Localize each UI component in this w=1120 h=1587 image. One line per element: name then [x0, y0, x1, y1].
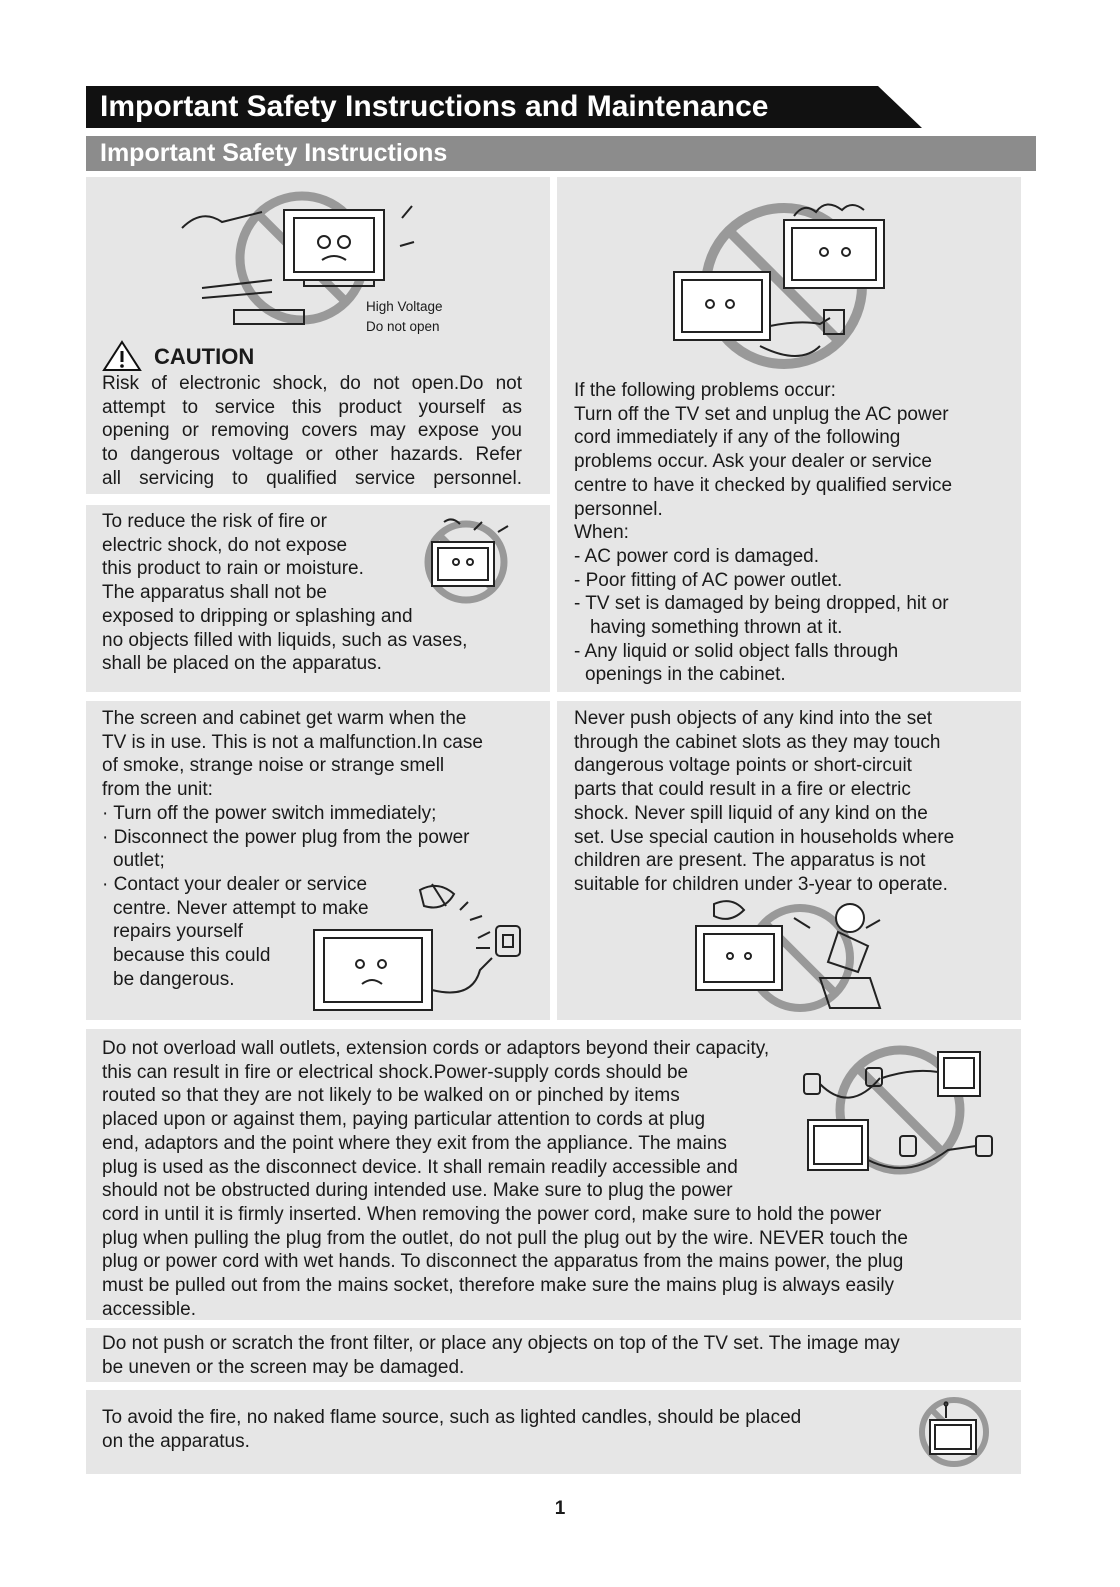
caution-line: Risk of electronic shock, do not open.Do not: [102, 373, 522, 394]
problems-line: centre to have it checked by qualified service: [574, 474, 953, 496]
overload-line: this can result in fire or electrical shock.Power-supply cords should be: [102, 1061, 689, 1083]
overload-line: plug when pulling the plug from the outlet, do not pull the plug out by the wire. NEVER touch the: [102, 1227, 908, 1249]
filter-line: be uneven or the screen may be damaged.: [102, 1356, 465, 1378]
warm-line: TV is in use. This is not a malfunction.In case: [102, 731, 483, 753]
problems-list-item: - Any liquid or solid object falls through: [574, 640, 899, 662]
overload-line: cord in until it is firmly inserted. When removing the power cord, make sure to hold the power: [102, 1203, 882, 1225]
warm-list-item-cont: repairs yourself: [113, 921, 243, 943]
warm-list-item: · Contact your dealer or service: [102, 873, 368, 895]
warm-line: from the unit:: [102, 779, 213, 801]
warm-list-item-cont: because this could: [113, 945, 271, 967]
warm-list-item-cont: outlet;: [113, 850, 165, 872]
hv-label-1: High Voltage: [366, 299, 443, 314]
candle-tv-illustration: [916, 1396, 992, 1468]
moisture-line: exposed to dripping or splashing and: [102, 605, 413, 627]
caution-text: [102, 372, 522, 491]
overload-line: Do not overload wall outlets, extension cords or adaptors beyond their capacity,: [102, 1038, 770, 1059]
warm-line: The screen and cabinet get warm when the: [102, 708, 467, 729]
moisture-line: this product to rain or moisture.: [102, 558, 364, 580]
problems-list-item-cont: openings in the cabinet.: [585, 664, 786, 686]
flame-line: To avoid the fire, no naked flame source, such as lighted candles, should be placed: [102, 1407, 802, 1428]
moisture-text: [102, 510, 532, 676]
filter-line: Do not push or scratch the front filter, or place any objects on top of the TV set. The image may: [102, 1333, 900, 1354]
warm-list-item-cont: centre. Never attempt to make: [113, 897, 369, 919]
warm-list-item: · Turn off the power switch immediately;: [102, 802, 437, 824]
moisture-line: To reduce the risk of fire or: [102, 511, 327, 532]
overload-line: should not be obstructed during intended use. Make sure to plug the power: [102, 1180, 733, 1202]
overload-line: accessible.: [102, 1298, 196, 1320]
caution-line: opening or removing covers may expose you: [102, 420, 522, 442]
objects-line: set. Use special caution in households where: [574, 826, 955, 848]
warning-triangle-icon: [102, 340, 142, 372]
moisture-line: no objects filled with liquids, such as vases,: [102, 629, 468, 651]
child-tv-illustration: [690, 898, 890, 1014]
moisture-line: shall be placed on the apparatus.: [102, 653, 382, 675]
objects-line: suitable for children under 3-year to operate.: [574, 873, 948, 895]
overload-line: placed upon or against them, paying particular attention to cords at plug: [102, 1109, 706, 1131]
flame-text: [102, 1406, 902, 1453]
problems-list-item: - AC power cord is damaged.: [574, 545, 820, 567]
warm-line: of smoke, strange noise or strange smell: [102, 755, 445, 777]
problems-line: Turn off the TV set and unplug the AC power: [574, 403, 949, 425]
overload-line: routed so that they are not likely to be walked on or pinched by items: [102, 1085, 680, 1107]
caution-line: attempt to service this product yourself as: [102, 396, 522, 418]
problems-line: problems occur. Ask your dealer or service: [574, 451, 932, 473]
objects-line: dangerous voltage points or short-circuit: [574, 755, 912, 777]
problems-list-item: - Poor fitting of AC power outlet.: [574, 569, 843, 591]
caution-line: to dangerous voltage or other hazards. Refer: [102, 444, 522, 466]
section-title: Important Safety Instructions: [100, 139, 448, 167]
page-number: 1: [554, 1498, 566, 1519]
damaged-tv-illustration: [664, 186, 924, 372]
overload-line: end, adaptors and the point where they exit from the appliance. The mains: [102, 1132, 727, 1154]
warm-text: [102, 707, 542, 991]
overload-line: plug is used as the disconnect device. It shall remain readily accessible and: [102, 1156, 738, 1178]
problems-line: personnel.: [574, 498, 663, 520]
warm-list-item: · Disconnect the power plug from the power: [102, 826, 470, 848]
objects-line: parts that could result in a fire or electric: [574, 779, 911, 801]
objects-line: Never push objects of any kind into the set: [574, 708, 933, 729]
title-banner: [86, 86, 922, 128]
objects-line: shock. Never spill liquid of any kind on the: [574, 802, 928, 824]
caution-line: all servicing to qualified service personnel.: [102, 467, 522, 489]
overload-text: [102, 1037, 1012, 1321]
hv-label-2: Do not open: [366, 319, 440, 334]
overload-line: must be pulled out from the mains socket, therefore make sure the mains plug is always easily: [102, 1275, 895, 1297]
moisture-line: The apparatus shall not be: [102, 582, 327, 604]
page-title: Important Safety Instructions and Maintenance: [100, 90, 769, 123]
filter-text: [102, 1332, 1012, 1379]
objects-line: through the cabinet slots as they may touch: [574, 731, 941, 753]
caution-label: CAUTION: [154, 344, 255, 369]
problems-line: If the following problems occur:: [574, 380, 836, 401]
overload-line: plug or power cord with wet hands. To disconnect the apparatus from the mains power, the plug: [102, 1251, 904, 1273]
moisture-line: electric shock, do not expose: [102, 534, 348, 556]
problems-line: When:: [574, 522, 629, 544]
flame-line: on the apparatus.: [102, 1430, 250, 1452]
problems-list-item-cont: having something thrown at it.: [590, 617, 843, 639]
problems-list-item: - TV set is damaged by being dropped, hit or: [574, 593, 949, 615]
problems-line: cord immediately if any of the following: [574, 427, 901, 449]
objects-text: [574, 707, 1014, 897]
objects-line: children are present. The apparatus is not: [574, 850, 926, 872]
problems-text: [574, 379, 1014, 687]
section-header-bar: [86, 136, 1036, 171]
warm-list-item-cont: be dangerous.: [113, 968, 235, 990]
